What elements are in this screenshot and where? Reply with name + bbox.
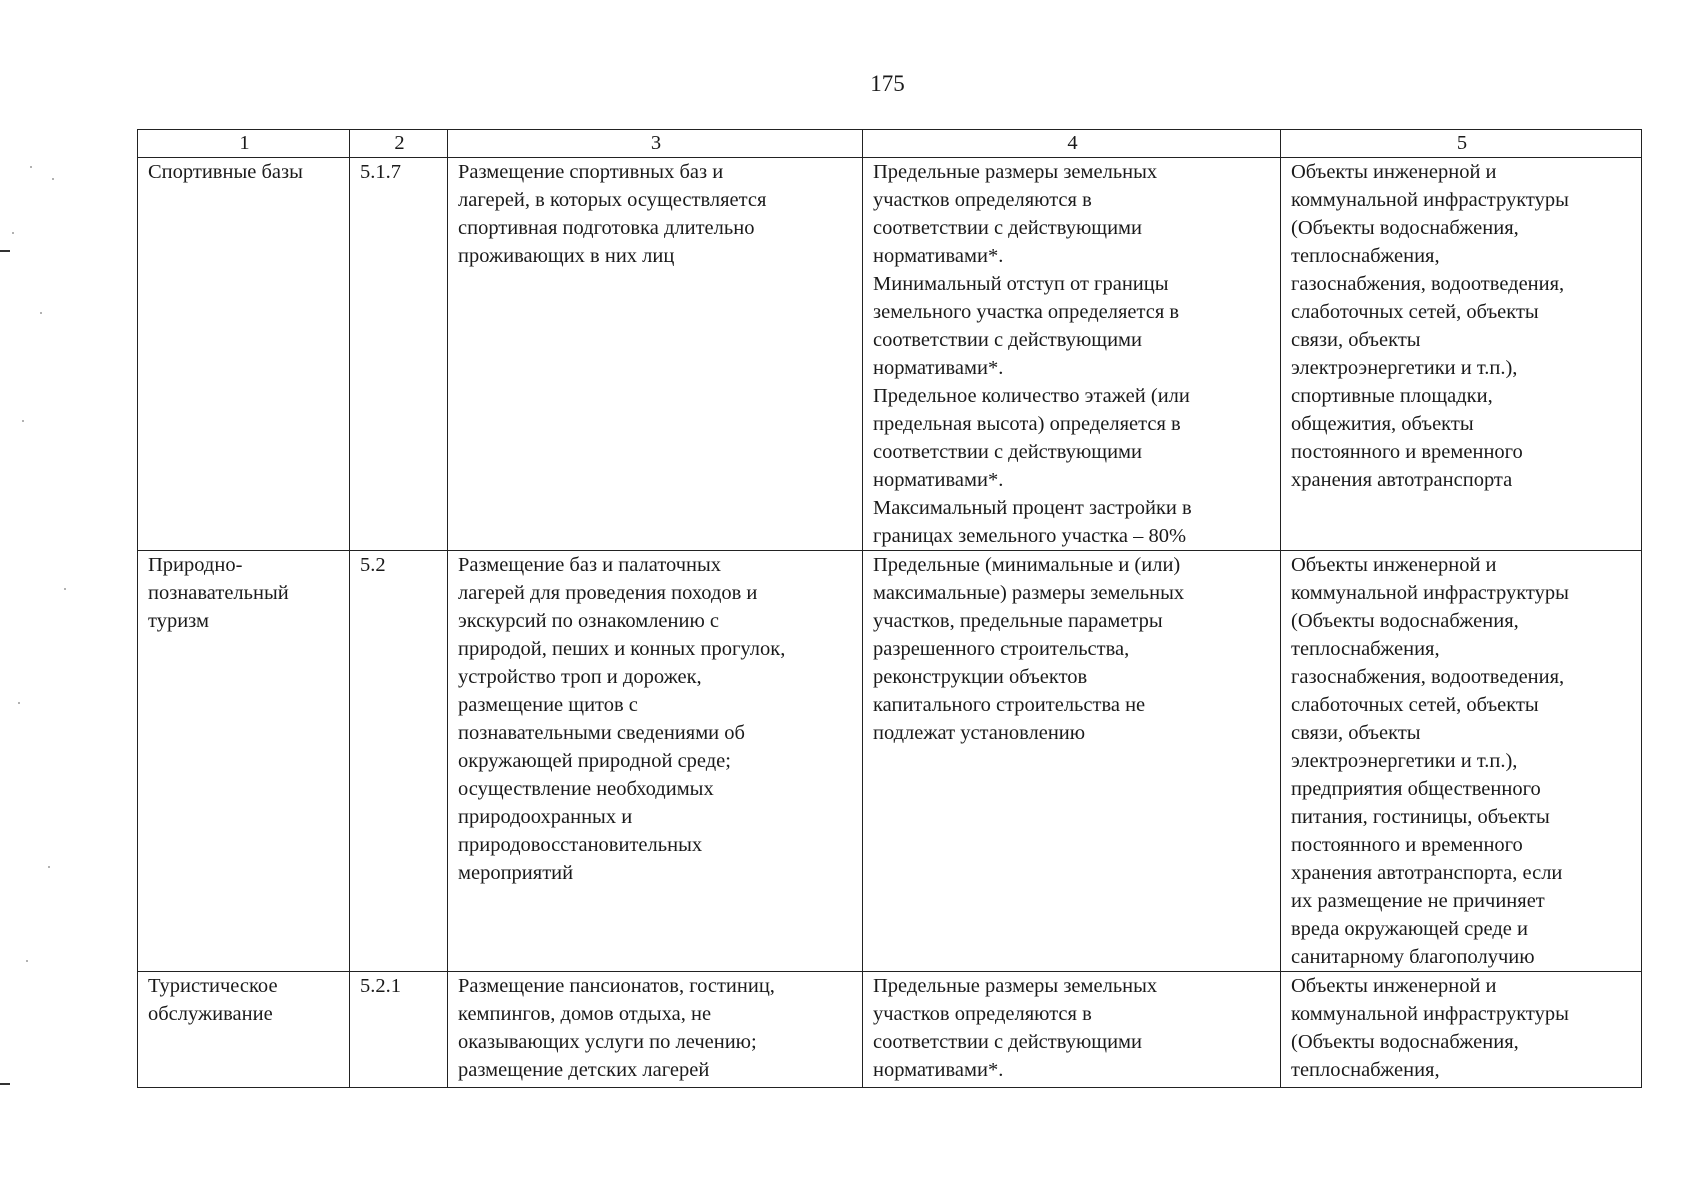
use-parameters: Предельные размеры земельных участков определяются в соответствии с действующими нормативами*. bbox=[873, 975, 1158, 1081]
use-code-cell bbox=[350, 551, 448, 972]
table-row bbox=[138, 972, 1642, 1088]
page-number: 175 bbox=[870, 71, 905, 96]
scan-speck bbox=[48, 866, 50, 868]
use-name-cell bbox=[138, 158, 350, 551]
auxiliary-uses-cell bbox=[1281, 158, 1642, 551]
use-parameters-cell bbox=[863, 972, 1281, 1088]
use-name-cell bbox=[138, 551, 350, 972]
use-code-cell bbox=[350, 158, 448, 551]
auxiliary-uses: Объекты инженерной и коммунальной инфраструктуры (Объекты водоснабжения, теплоснабжения, bbox=[1291, 975, 1569, 1081]
scan-speck bbox=[52, 178, 54, 180]
use-description: Размещение баз и палаточных лагерей для проведения походов и экскурсий по ознакомлению с природой, пеших и конных прогулок, устройство троп и дорожек, размещение щитов с познавательными сведениями об окружающей природной среде; осуществление необходимых природоохранных и природовосстановительных мероприятий bbox=[458, 554, 786, 884]
use-name-cell bbox=[138, 972, 350, 1088]
auxiliary-uses-cell bbox=[1281, 551, 1642, 972]
scan-speck bbox=[26, 960, 28, 962]
use-description-cell bbox=[448, 158, 863, 551]
column-header-2: 2 bbox=[350, 130, 448, 158]
use-name: Туристическое обслуживание bbox=[148, 975, 278, 1025]
auxiliary-uses: Объекты инженерной и коммунальной инфраструктуры (Объекты водоснабжения, теплоснабжения, газоснабжения, водоотведения, слаботочных сетей, объекты связи, объекты электроэнергетики и т.п.), спортивные площадки, общежития, объекты постоянного и временного хранения автотранспорта bbox=[1291, 161, 1569, 491]
use-parameters-cell bbox=[863, 158, 1281, 551]
use-parameters: Предельные (минимальные и (или) максимальные) размеры земельных участков, предельные параметры разрешенного строительства, реконструкции объектов капитального строительства не подлежат установлению bbox=[873, 554, 1185, 744]
use-code: 5.2 bbox=[360, 554, 386, 576]
use-description: Размещение спортивных баз и лагерей, в которых осуществляется спортивная подготовка длительно проживающих в них лиц bbox=[458, 161, 767, 267]
scan-speck bbox=[12, 232, 14, 234]
column-header-5: 5 bbox=[1281, 130, 1642, 158]
scan-speck bbox=[64, 588, 66, 590]
use-description-cell bbox=[448, 551, 863, 972]
use-description: Размещение пансионатов, гостиниц, кемпингов, домов отдыха, не оказывающих услуги по лечению; размещение детских лагерей bbox=[458, 975, 775, 1081]
table-row bbox=[138, 158, 1642, 551]
margin-mark bbox=[0, 1083, 10, 1085]
column-header-1: 1 bbox=[138, 130, 350, 158]
use-description-cell bbox=[448, 972, 863, 1088]
table-row bbox=[138, 551, 1642, 972]
auxiliary-uses: Объекты инженерной и коммунальной инфраструктуры (Объекты водоснабжения, теплоснабжения, газоснабжения, водоотведения, слаботочных сетей, объекты связи, объекты электроэнергетики и т.п.), предприятия общественного питания, гостиницы, объекты постоянного и временного хранения автотранспорта, если их размещение не причиняет вреда окружающей среде и санитарному благополучию bbox=[1291, 554, 1569, 968]
use-code: 5.2.1 bbox=[360, 975, 401, 997]
scan-speck bbox=[22, 420, 24, 422]
use-code: 5.1.7 bbox=[360, 161, 401, 183]
land-use-table bbox=[137, 129, 1642, 1088]
table-header-row bbox=[138, 130, 1642, 158]
use-name: Спортивные базы bbox=[148, 161, 303, 183]
auxiliary-uses-cell bbox=[1281, 972, 1642, 1088]
margin-mark bbox=[0, 250, 10, 252]
use-parameters-cell bbox=[863, 551, 1281, 972]
scan-speck bbox=[40, 312, 42, 314]
column-header-3: 3 bbox=[448, 130, 863, 158]
column-header-4: 4 bbox=[863, 130, 1281, 158]
use-name: Природно- познавательный туризм bbox=[148, 554, 289, 632]
scan-speck bbox=[18, 702, 20, 704]
scan-speck bbox=[30, 166, 32, 168]
use-code-cell bbox=[350, 972, 448, 1088]
use-parameters: Предельные размеры земельных участков определяются в соответствии с действующими нормативами*. Минимальный отступ от границы земельного участка определяется в соответствии с действующими нормативами*. Предельное количество этажей (или предельная высота) определяется в соответствии с действующими нормативами*. Максимальный процент застройки в границах земельного участка – 80% bbox=[873, 161, 1192, 547]
